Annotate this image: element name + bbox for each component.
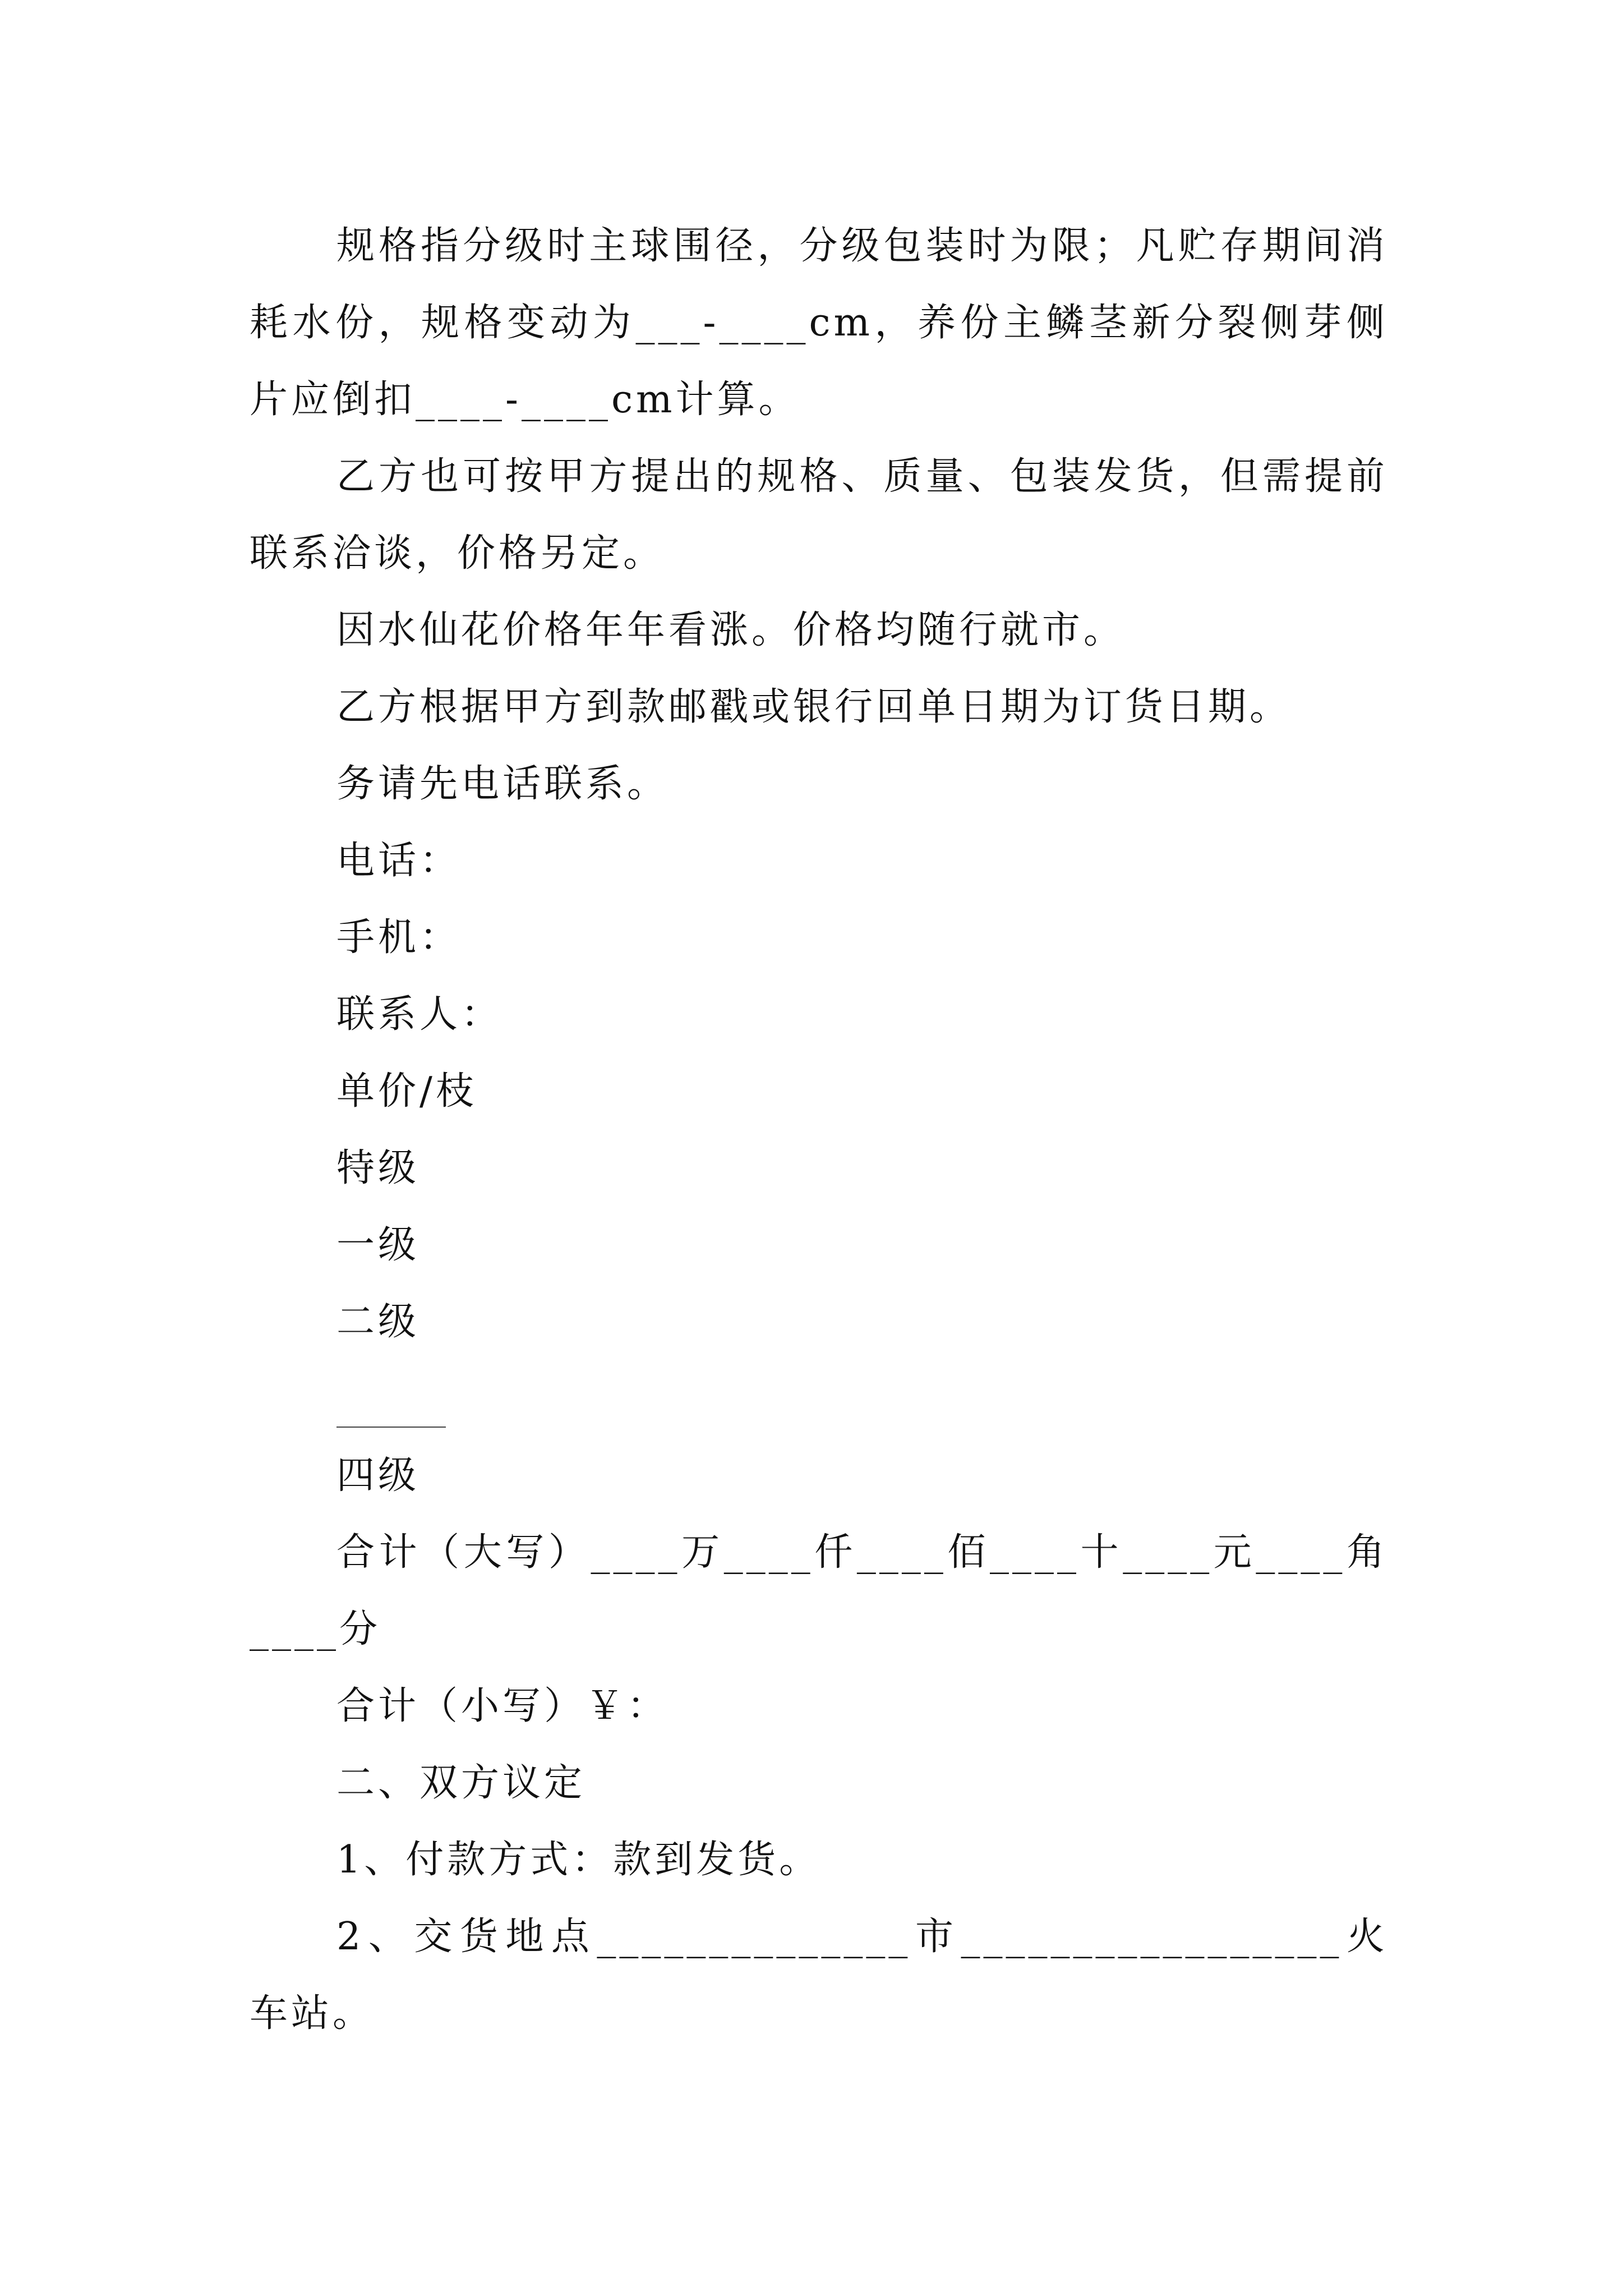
grade-second: 二级: [336, 1300, 420, 1344]
paragraph-call-first: 务请先电话联系。: [336, 762, 669, 806]
label-mobile: 手机：: [336, 915, 462, 960]
total-uppercase: 合计（大写）____万____仟____佰____十____元____角____分: [250, 1530, 1388, 1651]
total-lowercase: 合计（小写）￥：: [336, 1684, 669, 1728]
label-unit-price: 单价/枝: [336, 1069, 477, 1114]
document-body: [250, 208, 1388, 2052]
paragraph-spec: 规格指分级时主球围径，分级包装时为限；凡贮存期间消耗水份，规格变动为___-____cm，养份主鳞茎新分裂侧芽侧片应倒扣____-____cm计算。: [250, 224, 1388, 422]
grade-fourth: 四级: [336, 1453, 420, 1498]
grade-special: 特级: [336, 1146, 420, 1190]
grade-first: 一级: [336, 1223, 420, 1267]
label-contact: 联系人：: [336, 992, 503, 1037]
label-phone: 电话：: [336, 839, 462, 883]
paragraph-price-note: 因水仙花价格年年看涨。价格均随行就市。: [336, 608, 1126, 652]
section-heading-agreement: 二、双方议定: [336, 1761, 586, 1805]
term-payment: 1、付款方式：款到发货。: [336, 1838, 821, 1882]
underline-rule: [336, 1427, 446, 1428]
term-delivery: 2、交货地点______________市_________________火车站。: [250, 1915, 1388, 2036]
blank-rule-line: [250, 1360, 1388, 1437]
paragraph-custom-order: 乙方也可按甲方提出的规格、质量、包装发货，但需提前联系洽谈，价格另定。: [250, 454, 1388, 576]
paragraph-order-date: 乙方根据甲方到款邮戳或银行回单日期为订货日期。: [336, 685, 1292, 729]
